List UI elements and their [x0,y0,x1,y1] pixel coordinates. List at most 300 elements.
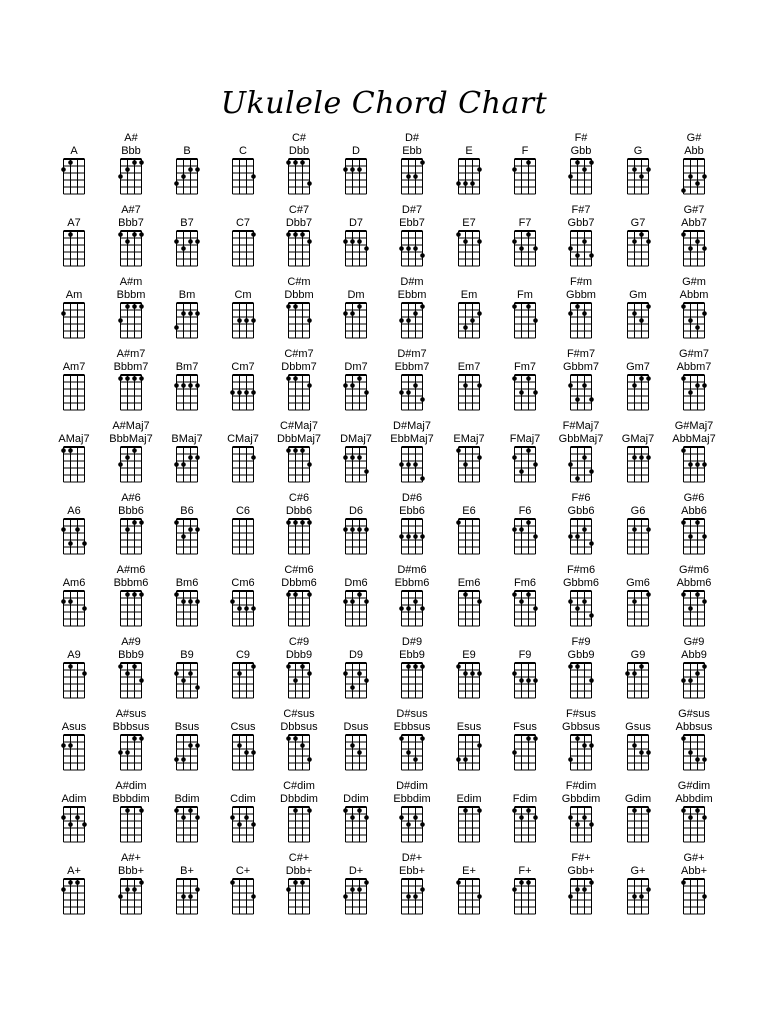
chord-name: Gbbdim [561,793,601,805]
chord-name: Fdim [512,793,538,805]
chord-diagram [512,865,535,914]
finger-dot [582,887,587,892]
chord-name: Ebb7 [399,217,425,229]
finger-dot [420,664,425,669]
finger-dot [589,541,594,546]
chord-name: E9 [462,649,476,661]
chord-sharp-name: F#Maj7 [562,420,600,432]
chord-name: E7 [462,217,476,229]
chord-sharp-name: D#m6 [397,564,427,576]
chord-diagram [628,505,651,554]
chord-diagram [63,361,86,410]
chord-name: Gbb9 [567,649,595,661]
chord-sharp-name: A#+ [121,852,141,864]
finger-dot [589,397,594,402]
finger-dot [533,390,538,395]
finger-dot [695,383,700,388]
chord-name: Abbm7 [676,361,712,373]
finger-dot [139,520,144,525]
chord-diagram [61,793,87,842]
chord-diagram [286,636,312,698]
finger-dot [132,376,137,381]
chord-name: Dm [347,289,365,301]
chord-name: Bdim [174,793,200,805]
finger-dot [568,757,573,762]
finger-dot [646,167,651,172]
finger-dot [300,520,305,525]
chord-sharp-name: F#m [570,276,592,288]
finger-dot [575,664,580,669]
chord-diagram [114,564,149,626]
chord-name: Fm7 [514,361,536,373]
chord-diagram [280,780,318,842]
chord-name: Bbbdim [112,793,150,805]
finger-dot [456,664,461,669]
finger-dot [195,167,200,172]
chord-diagram [343,289,366,338]
chord-diagram [675,780,712,842]
finger-dot [118,318,123,323]
finger-dot [639,174,644,179]
finger-dot [251,174,256,179]
finger-dot [456,181,461,186]
finger-dot [307,592,312,597]
finger-dot [132,232,137,237]
chord-name: Csus [230,721,256,733]
finger-dot [681,188,686,193]
finger-dot [568,894,573,899]
finger-dot [406,664,411,669]
finger-dot [61,599,66,604]
chord-diagram [628,865,651,914]
finger-dot [582,167,587,172]
finger-dot [463,383,468,388]
finger-dot [139,376,144,381]
chord-sharp-name: A#dim [115,780,147,792]
chord-name: Gbb+ [567,865,595,877]
chord-diagram [174,289,200,338]
finger-dot [413,599,418,604]
finger-dot [688,318,693,323]
chord-name: G+ [630,865,646,877]
chord-diagram [681,204,707,266]
chord-name: Bbb [121,145,141,157]
chord-name: Gm6 [626,577,650,589]
finger-dot [639,455,644,460]
finger-dot [681,736,686,741]
chord-name: Bsus [174,721,200,733]
finger-dot [519,880,524,885]
chord-name: F+ [518,865,532,877]
chord-diagram [456,145,482,194]
finger-dot [68,822,73,827]
chord-name: Dbb7 [285,217,313,229]
finger-dot [188,167,193,172]
finger-dot [526,736,531,741]
chord-diagram [286,132,312,194]
chord-diagram [395,564,430,626]
finger-dot [519,527,524,532]
finger-dot [688,246,693,251]
chord-name: BbbMaj7 [109,433,153,445]
chord-name: Bbbm7 [113,361,149,373]
finger-dot [75,815,80,820]
finger-dot [343,239,348,244]
finger-dot [61,887,66,892]
finger-dot [568,815,573,820]
finger-dot [139,592,144,597]
finger-dot [364,527,369,532]
finger-dot [399,462,404,467]
finger-dot [174,808,179,813]
chord-name: Gdim [624,793,652,805]
chord-name: Ebb9 [399,649,425,661]
chord-name: Ebb+ [399,865,425,877]
finger-dot [632,743,637,748]
chord-diagram [559,420,604,482]
chord-diagram [343,145,366,194]
chord-name: Esus [456,721,482,733]
finger-dot [533,318,538,323]
finger-dot [307,239,312,244]
chord-diagram [399,852,425,914]
finger-dot [75,880,80,885]
chord-diagram [233,649,256,698]
finger-dot [463,181,468,186]
chord-diagram [398,276,427,338]
finger-dot [575,253,580,258]
finger-dot [519,246,524,251]
chord-diagram [626,577,651,626]
chord-diagram [563,564,599,626]
finger-dot [632,383,637,388]
finger-dot [399,390,404,395]
finger-dot [646,750,651,755]
finger-dot [526,160,531,165]
chord-sharp-name: A#6 [121,492,141,504]
chord-diagram [512,721,538,770]
finger-dot [118,376,123,381]
chord-name: D6 [348,505,364,517]
finger-dot [589,469,594,474]
finger-dot [456,448,461,453]
finger-dot [364,599,369,604]
finger-dot [244,390,249,395]
chord-sharp-name: G#m7 [679,348,709,360]
finger-dot [307,462,312,467]
finger-dot [526,880,531,885]
finger-dot [688,606,693,611]
chord-name: EMaj7 [453,433,485,445]
finger-dot [646,527,651,532]
chord-name: Cdim [230,793,256,805]
chord-name: Cm [234,289,252,301]
finger-dot [350,599,355,604]
finger-dot [188,527,193,532]
chord-diagram [563,348,599,410]
chord-name: G7 [630,217,646,229]
chord-name: C [239,145,247,157]
finger-dot [702,815,707,820]
finger-dot [589,678,594,683]
finger-dot [82,541,87,546]
finger-dot [575,160,580,165]
finger-dot [75,527,80,532]
chord-diagram [625,649,648,698]
chord-diagram [512,145,535,194]
finger-dot [251,390,256,395]
chord-name: GMaj7 [621,433,655,445]
finger-dot [702,246,707,251]
finger-dot [568,246,573,251]
chord-name: A7 [67,217,81,229]
finger-dot [646,376,651,381]
chord-diagram [227,433,259,482]
finger-dot [300,743,305,748]
chord-sharp-name: G#m6 [679,564,709,576]
finger-dot [251,894,256,899]
finger-dot [125,592,130,597]
chord-name: Ebb [402,145,422,157]
finger-dot [463,808,468,813]
chord-name: Abbm6 [676,577,712,589]
chord-diagram [512,577,538,626]
finger-dot [533,736,538,741]
finger-dot [181,894,186,899]
finger-dot [68,743,73,748]
finger-dot [533,246,538,251]
chord-name: Gbb7 [567,217,595,229]
chord-name: Ebbm7 [394,361,430,373]
chord-sharp-name: D#m [400,276,424,288]
chord-diagram [61,721,87,770]
finger-dot [406,750,411,755]
finger-dot [575,397,580,402]
chord-diagram [456,217,482,266]
chord-sharp-name: A#7 [121,204,141,216]
finger-dot [575,606,580,611]
finger-dot [639,232,644,237]
finger-dot [477,239,482,244]
chord-name: D [352,145,360,157]
finger-dot [575,534,580,539]
finger-dot [350,887,355,892]
chord-diagram [174,361,200,410]
finger-dot [118,894,123,899]
chord-diagram [512,505,538,554]
chord-name: GbbMaj7 [558,433,604,445]
chord-name: Dbb6 [285,505,313,517]
chord-name: Em6 [457,577,481,589]
chord-diagram [566,276,596,338]
finger-dot [188,311,193,316]
finger-dot [195,527,200,532]
finger-dot [293,304,298,309]
chord-name: Ebb6 [399,505,425,517]
finger-dot [350,685,355,690]
finger-dot [463,592,468,597]
chord-name: F9 [518,649,532,661]
finger-dot [251,232,256,237]
chord-diagram [399,204,425,266]
chord-sharp-name: C#m6 [284,564,314,576]
finger-dot [350,455,355,460]
finger-dot [286,304,291,309]
chord-diagram [343,577,369,626]
finger-dot [251,664,256,669]
chord-diagram [399,636,425,698]
chord-diagram [61,577,87,626]
finger-dot [286,376,291,381]
chord-sharp-name: D#dim [396,780,428,792]
finger-dot [575,304,580,309]
finger-dot [406,822,411,827]
finger-dot [237,671,242,676]
finger-dot [293,808,298,813]
finger-dot [286,160,291,165]
finger-dot [293,592,298,597]
chord-sharp-name: D#sus [396,708,428,720]
finger-dot [533,606,538,611]
finger-dot [237,390,242,395]
chord-name: A9 [67,649,81,661]
finger-dot [632,455,637,460]
chord-diagram [58,433,89,482]
finger-dot [646,887,651,892]
chord-diagram [230,361,256,410]
chord-name: Cm6 [231,577,255,589]
finger-dot [237,822,242,827]
finger-dot [82,606,87,611]
chord-diagram [562,780,601,842]
chord-diagram [233,505,254,554]
chord-diagram [562,708,600,770]
chord-name: Abb7 [681,217,707,229]
chord-name: F6 [518,505,532,517]
finger-dot [526,304,531,309]
chord-name: Bbbsus [112,721,150,733]
chord-sharp-name: A#m [119,276,143,288]
finger-dot [132,736,137,741]
chord-name: Fm6 [514,577,536,589]
finger-dot [702,174,707,179]
finger-dot [251,750,256,755]
chord-name: Fm [517,289,533,301]
finger-dot [251,606,256,611]
finger-dot [413,894,418,899]
chord-sharp-name: C#9 [288,636,310,648]
finger-dot [512,808,517,813]
finger-dot [244,318,249,323]
finger-dot [688,815,693,820]
chord-diagram [286,852,313,914]
chord-diagram [286,204,312,266]
finger-dot [702,599,707,604]
chord-diagram [109,420,152,482]
chord-diagram [681,492,707,554]
finger-dot [139,160,144,165]
finger-dot [350,527,355,532]
chord-name: Em [460,289,478,301]
finger-dot [477,808,482,813]
finger-dot [195,383,200,388]
finger-dot [568,664,573,669]
chord-diagram [456,793,481,842]
finger-dot [307,757,312,762]
finger-dot [300,664,305,669]
chord-name: C9 [235,649,251,661]
chord-name: B6 [180,505,194,517]
chord-diagram [340,433,372,482]
chord-name: CMaj7 [227,433,259,445]
chord-sharp-name: D#6 [401,492,423,504]
chord-sharp-name: C#m7 [284,348,314,360]
finger-dot [181,174,186,179]
finger-dot [188,671,193,676]
chord-sharp-name: C#6 [288,492,310,504]
finger-dot [470,181,475,186]
finger-dot [470,318,475,323]
chord-diagram [393,780,430,842]
chord-diagram [64,649,87,698]
finger-dot [244,606,249,611]
chord-diagram [512,793,538,842]
finger-dot [181,383,186,388]
finger-dot [300,232,305,237]
chord-sharp-name: F#9 [571,636,591,648]
finger-dot [456,757,461,762]
finger-dot [174,520,179,525]
finger-dot [477,743,482,748]
finger-dot [61,815,66,820]
finger-dot [420,160,425,165]
finger-dot [695,592,700,597]
finger-dot [350,743,355,748]
finger-dot [181,311,186,316]
chord-name: Bbb9 [118,649,144,661]
finger-dot [307,383,312,388]
chord-sharp-name: A#m7 [116,348,146,360]
finger-dot [399,736,404,741]
chord-diagram [118,204,144,266]
chord-diagram [230,721,256,770]
chord-sharp-name: G# [686,132,702,144]
chord-name: Abbm [679,289,709,301]
chord-diagram [233,217,256,266]
chord-name: Ebbdim [393,793,431,805]
chord-sharp-name: G#7 [683,204,705,216]
finger-dot [286,664,291,669]
chord-name: Ddim [343,793,369,805]
finger-dot [477,894,482,899]
chord-sharp-name: F# [574,132,588,144]
finger-dot [681,376,686,381]
finger-dot [568,174,573,179]
chord-name: Dsus [343,721,369,733]
chord-diagram [174,217,200,266]
chord-name: Abbsus [675,721,713,733]
chord-diagram [174,649,200,698]
finger-dot [364,469,369,474]
finger-dot [251,318,256,323]
chord-name: Dbbsus [280,721,318,733]
finger-dot [456,232,461,237]
chord-name: Gbbm6 [562,577,600,589]
finger-dot [364,678,369,683]
finger-dot [61,311,66,316]
finger-dot [307,318,312,323]
chord-diagram [114,348,149,410]
